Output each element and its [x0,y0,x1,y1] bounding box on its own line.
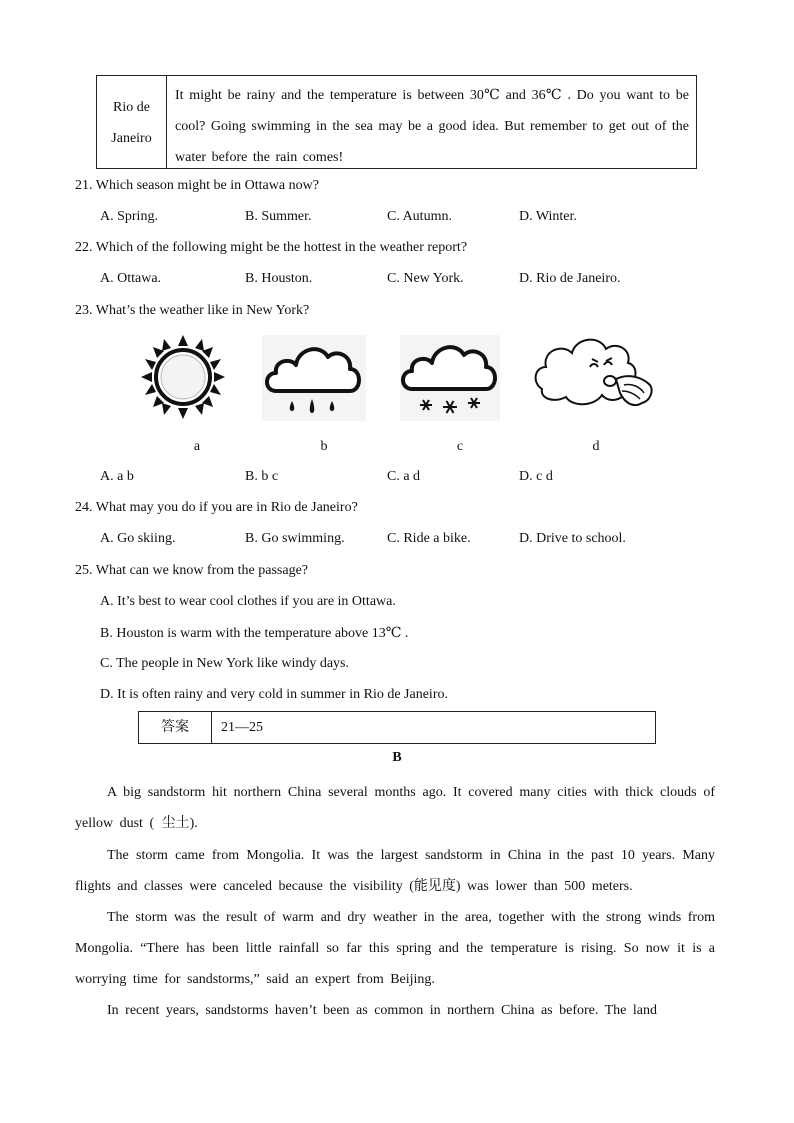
picture-label-d: d [592,439,600,454]
question-24: 24. What may you do if you are in Rio de Janeiro? [75,500,358,515]
answer-range: 21—25 [221,720,263,735]
sun-icon [137,333,229,421]
q25-option-d[interactable]: D. It is often rainy and very cold in summer in Rio de Janeiro. [100,687,448,702]
city-cell [97,76,167,168]
paragraph-2-text: The storm came from Mongolia. It was the largest sandstorm in China in the past 10 years. Many flights and classes were canceled because the visibility ( [75,848,715,894]
q25-option-c[interactable]: C. The people in New York like windy days. [100,656,349,671]
paragraph-2-gloss: 能见度 [413,878,456,894]
city-line-1: Rio de [113,100,150,115]
paragraph-1-end: ). [189,816,198,831]
city-line-2: Janeiro [111,131,152,146]
paragraph-2 [75,840,715,902]
q23-option-b[interactable]: B. b c [245,469,279,484]
question-21: 21. Which season might be in Ottawa now? [75,178,319,193]
paragraph-1-gloss: 尘土 [154,815,190,831]
picture-label-a: a [193,439,201,454]
q22-option-a[interactable]: A. Ottawa. [100,271,162,286]
city-description: It might be rainy and the temperature is between 30℃ and 36℃ . Do you want to be cool? Going swimming in the sea may be a good idea. But remember to get out of the water before the rain comes! [175,88,689,165]
paragraph-4 [75,995,715,1026]
q23-option-c[interactable]: C. a d [387,469,421,484]
wind-cloud-icon [532,333,656,423]
q21-option-b[interactable]: B. Summer. [245,209,312,224]
q25-option-b[interactable]: B. Houston is warm with the temperature above 13℃ . [100,626,409,641]
paragraph-4-text: In recent years, sandstorms haven’t been as common in northern China as before. The land [107,1003,657,1018]
q25-option-a[interactable]: A. It’s best to wear cool clothes if you are in Ottawa. [100,594,396,609]
q22-option-c[interactable]: C. New York. [387,271,464,286]
question-25: 25. What can we know from the passage? [75,563,308,578]
weather-report-table [96,75,697,169]
q24-option-b[interactable]: B. Go swimming. [245,531,345,546]
answer-header: 答案 [139,712,212,743]
q24-option-c[interactable]: C. Ride a bike. [387,531,471,546]
picture-label-b: b [320,439,328,454]
q21-option-a[interactable]: A. Spring. [100,209,158,224]
paragraph-1-text: A big sandstorm hit northern China several months ago. It covered many cities with thick clouds of yellow dust ( [75,785,715,831]
q23-option-a[interactable]: A. a b [100,469,134,484]
snow-cloud-icon [400,335,500,421]
picture-label-c: c [456,439,464,454]
q21-option-c[interactable]: C. Autumn. [387,209,452,224]
rain-cloud-icon [262,335,366,421]
q24-option-d[interactable]: D. Drive to school. [519,531,626,546]
q24-option-a[interactable]: A. Go skiing. [100,531,176,546]
q21-option-d[interactable]: D. Winter. [519,209,577,224]
paragraph-3 [75,902,715,995]
question-22: 22. Which of the following might be the hottest in the weather report? [75,240,468,255]
paragraph-1 [75,777,715,839]
paragraph-3-text: The storm was the result of warm and dry weather in the area, together with the strong winds from Mongolia. “There has been little rainfall so far this spring and the temperature is rising. So now it is a worrying time for sandstorms,” said an expert from Beijing. [75,910,715,987]
answer-table [138,711,656,744]
section-title-b: B [392,750,402,765]
q22-option-b[interactable]: B. Houston. [245,271,313,286]
q22-option-d[interactable]: D. Rio de Janeiro. [519,271,621,286]
question-23: 23. What’s the weather like in New York? [75,303,310,318]
paragraph-2-end: ) was lower than 500 meters. [455,879,633,894]
q23-option-d[interactable]: D. c d [519,469,553,484]
